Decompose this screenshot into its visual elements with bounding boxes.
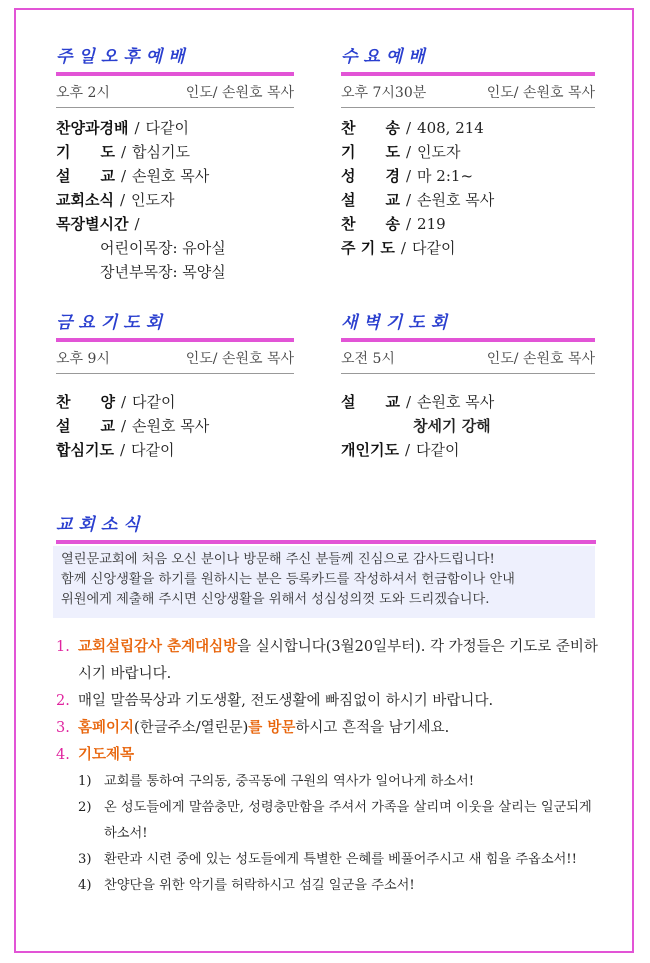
order-row: 교회소식 / 인도자	[56, 191, 175, 209]
prayer-topics-title: 기도제목	[78, 747, 135, 763]
service-time: 오후 2시	[56, 85, 110, 101]
small-group-location: 어린이목장: 유아실	[100, 239, 226, 257]
service-meta	[341, 348, 595, 374]
section-rule	[341, 338, 595, 342]
dawn-prayer-title: 새벽기도회	[341, 313, 454, 333]
order-row: 설 교 / 손원호 목사	[56, 417, 210, 435]
order-row: 찬양과경배 / 다같이	[56, 119, 189, 137]
service-leader: 인도/ 손원호 목사	[486, 351, 595, 367]
order-row: 성 경 / 마 2:1~	[341, 167, 474, 185]
prayer-topic: 3) 환란과 시련 중에 있는 성도들에게 특별한 은혜를 베풀어주시고 새 힘을 주옵소서!!	[78, 852, 577, 867]
church-news-section	[56, 512, 596, 544]
church-news-title: 교회소식	[56, 515, 146, 535]
friday-prayer-section	[56, 310, 294, 462]
section-rule	[56, 338, 294, 342]
prayer-topic-list	[78, 769, 598, 899]
order-row: 기 도 / 합심기도	[56, 143, 191, 161]
section-rule	[56, 72, 294, 76]
prayer-topic: 2) 온 성도들에게 말씀충만, 성령충만함을 주셔서 가족을 살리며 이웃을 살리는 일군되게 하소서!	[78, 800, 592, 841]
service-meta	[341, 82, 595, 108]
item-number: 3.	[56, 720, 70, 736]
service-time: 오후 9시	[56, 351, 110, 367]
announcement-item: 2. 매일 말씀묵상과 기도생활, 전도생활에 빠짐없이 하시기 바랍니다.	[56, 688, 598, 715]
order-row: 찬 양 / 다같이	[56, 393, 176, 411]
prayer-topic: 1) 교회를 통하여 구의동, 중곡동에 구원의 역사가 일어나게 하소서!	[78, 774, 475, 789]
order-row: 주 기 도 / 다같이	[341, 239, 456, 257]
section-rule	[56, 540, 596, 544]
wednesday-service-title: 수요예배	[341, 47, 431, 67]
wednesday-service-section	[341, 44, 595, 260]
order-row: 설 교 / 손원호 목사	[56, 167, 210, 185]
order-row: 설 교 / 손원호 목사	[341, 393, 495, 411]
welcome-line: 열린문교회에 처음 오신 분이나 방문해 주신 분들께 진심으로 감사드립니다!	[61, 552, 495, 567]
service-time: 오후 7시30분	[341, 85, 427, 101]
announcement-item	[56, 742, 598, 769]
dawn-prayer-section	[341, 310, 595, 462]
item-number: 2.	[56, 693, 70, 709]
service-leader: 인도/ 손원호 목사	[185, 351, 294, 367]
announcement-item: 3. 홈페이지(한글주소/열린문)를 방문하시고 흔적을 남기세요.	[56, 715, 598, 742]
service-time: 오전 5시	[341, 351, 395, 367]
welcome-line: 함께 신앙생활을 하기를 원하시는 분은 등록카드를 작성하셔서 헌금함이나 안내	[61, 572, 515, 587]
service-meta	[56, 348, 294, 374]
item-number: 1.	[56, 639, 70, 655]
prayer-topic: 4) 찬양단을 위한 악기를 허락하시고 섬길 일군을 주소서!	[78, 878, 415, 893]
sunday-service-title: 주일오후예배	[56, 47, 191, 67]
homepage-highlight: 홈페이지	[78, 720, 135, 736]
friday-prayer-title: 금요기도회	[56, 313, 169, 333]
welcome-line: 위원에게 제출해 주시면 신앙생활을 위해서 성심성의껏 도와 드리겠습니다.	[61, 592, 490, 607]
sunday-service-section	[56, 44, 294, 284]
sermon-series: 창세기 강해	[413, 417, 491, 435]
order-row: 합심기도 / 다같이	[56, 441, 175, 459]
visit-highlight: 를 방문	[248, 720, 296, 736]
section-rule	[341, 72, 595, 76]
order-row: 개인기도 / 다같이	[341, 441, 460, 459]
announcement-list	[56, 634, 598, 899]
order-row: 설 교 / 손원호 목사	[341, 191, 495, 209]
visitation-highlight: 교회설립감사 춘계대심방	[78, 639, 238, 655]
order-row: 찬 송 / 219	[341, 215, 446, 233]
service-leader: 인도/ 손원호 목사	[486, 85, 595, 101]
order-row: 기 도 / 인도자	[341, 143, 461, 161]
small-group-location: 장년부목장: 목양실	[100, 263, 226, 281]
order-row: 찬 송 / 408, 214	[341, 119, 484, 137]
announcement-item: 1. 교회설립감사 춘계대심방을 실시합니다(3월20일부터). 각 가정들은 기도로 준비하시기 바랍니다.	[56, 634, 598, 688]
service-leader: 인도/ 손원호 목사	[185, 85, 294, 101]
welcome-message	[53, 546, 595, 618]
item-number: 4.	[56, 747, 70, 763]
service-meta	[56, 82, 294, 108]
order-row: 목장별시간 /	[56, 215, 140, 233]
